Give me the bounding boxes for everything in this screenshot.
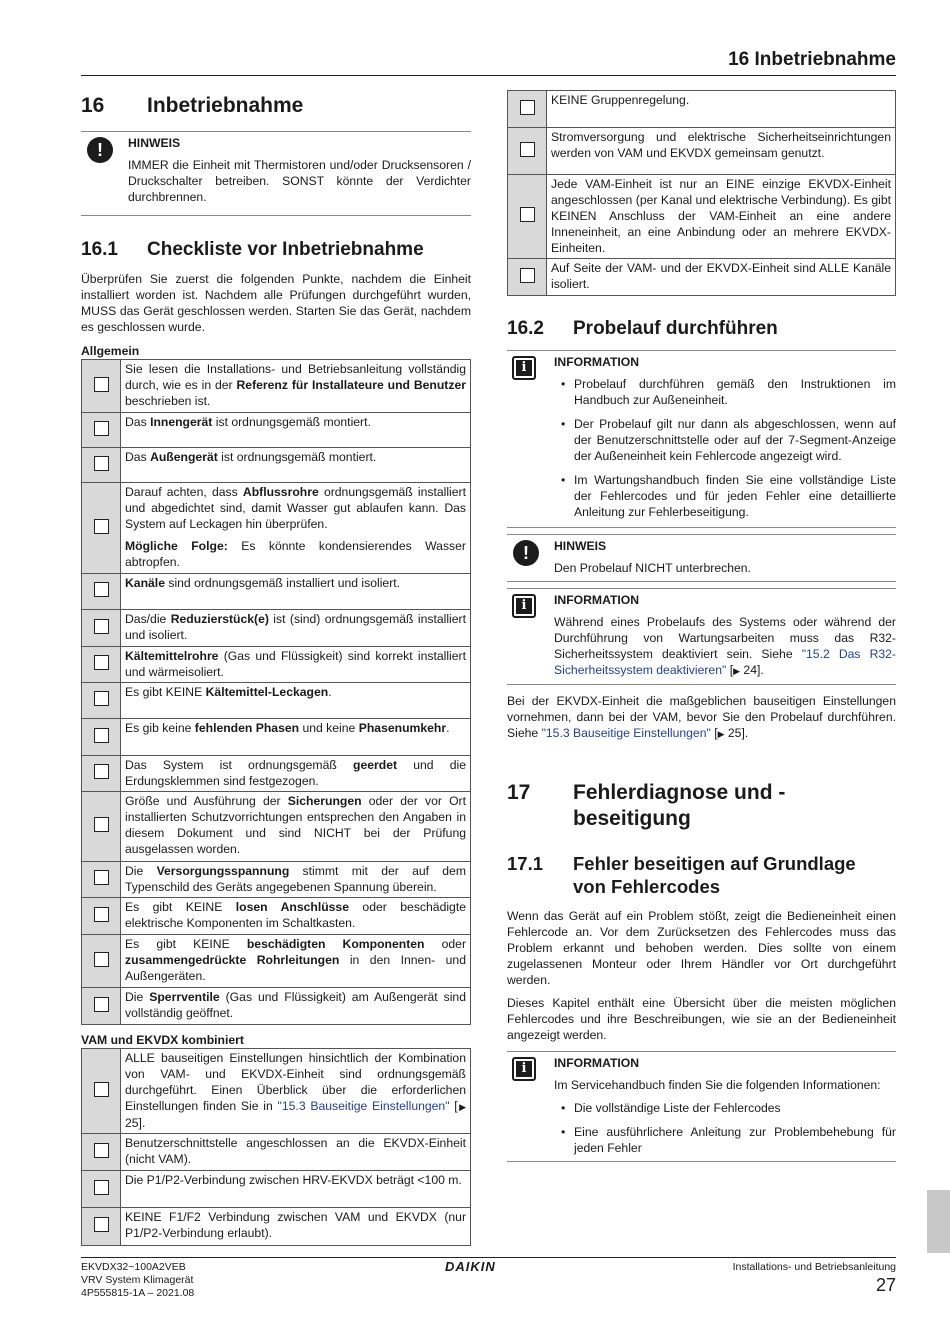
information-label: INFORMATION bbox=[554, 593, 640, 607]
footer-right bbox=[733, 1261, 896, 1296]
notice-text: Den Probelauf NICHT unterbrechen. bbox=[554, 561, 751, 575]
list-item: • Im Wartungshandbuch finden Sie eine vollständige Liste der Fehlercodes und für jeden Fehler eine detaillierte Anleitung zur Fehlerbeseitigung. bbox=[574, 472, 896, 520]
list-item: • Probelauf durchführen gemäß den Instruktionen im Handbuch zur Außeneinheit. bbox=[574, 376, 896, 408]
checklist-item-text: Darauf achten, dass Abflussrohre ordnungsgemäß installiert und abgedichtet sind, damit Wasser gut ablaufen kann. Das System auf Leckagen hin überprüfen. Mögliche Folge: Es könnte kondensierendes Wasser abtropfen. bbox=[121, 483, 471, 574]
checklist-item-text: Stromversorgung und elektrische Sicherheitseinrichtungen werden von VAM und EKVDX gemeinsam genutzt. bbox=[547, 128, 896, 175]
information-block bbox=[507, 1051, 896, 1162]
section-17-heading bbox=[507, 780, 896, 832]
checklist-row bbox=[82, 413, 471, 448]
checkbox-icon[interactable] bbox=[520, 100, 535, 115]
checklist-row bbox=[82, 1134, 471, 1171]
triangle-right-icon: ▶ bbox=[717, 729, 725, 739]
checklist-row bbox=[82, 360, 471, 413]
checklist-row bbox=[508, 259, 896, 296]
checklist-item-text: Das Innengerät ist ordnungsgemäß montiert. bbox=[121, 413, 471, 448]
checklist-item-text: Das System ist ordnungsgemäß geerdet und die Erdungsklemmen sind festgezogen. bbox=[121, 756, 471, 792]
checklist-item-text: Benutzerschnittstelle angeschlossen an die EKVDX-Einheit (nicht VAM). bbox=[121, 1134, 471, 1171]
checkbox-icon[interactable] bbox=[94, 377, 109, 392]
checklist-item-text: Auf Seite der VAM- und der EKVDX-Einheit sind ALLE Kanäle isoliert. bbox=[547, 259, 896, 296]
checklist-row bbox=[82, 483, 471, 574]
footer-product: VRV System Klimagerät bbox=[81, 1274, 194, 1286]
checklist-row bbox=[82, 610, 471, 647]
checklist-row bbox=[82, 1171, 471, 1208]
checklist-row bbox=[508, 175, 896, 259]
checklist-item-text: Kanäle sind ordnungsgemäß installiert und isoliert. bbox=[121, 574, 471, 610]
information-text: Während eines Probelaufs des Systems oder während der Durchführung von Wartungsarbeiten muss das R32-Sicherheitssystem deaktiviert sein. Siehe "15.2 Das R32-Sicherheitssystem deaktivieren" [▶ 24]. bbox=[554, 615, 896, 677]
notice-block bbox=[81, 131, 471, 216]
information-list bbox=[554, 376, 896, 520]
section-number: 17.1 bbox=[507, 853, 544, 874]
info-icon: i bbox=[512, 356, 536, 380]
list-item: • Eine ausführlichere Anleitung zur Problembehebung für jeden Fehler bbox=[574, 1124, 896, 1156]
checkbox-icon[interactable] bbox=[94, 1180, 109, 1195]
section-number: 16.1 bbox=[81, 239, 118, 260]
checklist-item-text: Größe und Ausführung der Sicherungen oder der vor Ort installierten Schutzvorrichtungen entsprechen den Angaben in diesem Dokument und sind NICHT bei der Prüfung ausgelassen worden. bbox=[121, 792, 471, 862]
checklist-item-text: Kältemittelrohre (Gas und Flüssigkeit) sind korrekt installiert und wärmeisoliert. bbox=[121, 647, 471, 683]
troubleshoot-paragraph: Wenn das Gerät auf ein Problem stößt, zeigt die Bedieneinheit einen Fehlercode an. Vor dem Zurücksetzen des Fehlercodes muss das Problem erkannt und behoben werden. Dies sollte von einem zugelassenen Monteur oder Ihrem Händler vor Ort durchgeführt werden. bbox=[507, 909, 896, 987]
probelauf-paragraph: Bei der EKVDX-Einheit die maßgeblichen bauseitigen Einstellungen vornehmen, dann bei der VAM, bevor Sie den Probelauf durchführen. Siehe "15.3 Bauseitige Einstellungen" [▶ 25]. bbox=[507, 694, 896, 740]
checkbox-icon[interactable] bbox=[94, 1082, 109, 1097]
checklist-item-text: ALLE bauseitigen Einstellungen hinsichtlich der Kombination von VAM- und EKVDX-Einheit sind ordnungsgemäß durchgeführt. Einen Überblick über die erforderlichen Einstellungen finden Sie in "15.3 Bauseitige Einstellungen" [▶ 25]. bbox=[121, 1049, 471, 1134]
checklist-row bbox=[508, 128, 896, 175]
notice-text: IMMER die Einheit mit Thermistoren und/oder Drucksensoren / Druckschalter betreiben. SONST könnte der Verdichter durchbrennen. bbox=[128, 158, 471, 204]
page-number: 27 bbox=[875, 1275, 896, 1295]
checklist-item-text: Die P1/P2-Verbindung zwischen HRV-EKVDX beträgt <100 m. bbox=[121, 1171, 471, 1208]
troubleshoot-paragraph: Dieses Kapitel enthält eine Übersicht über die meisten möglichen Fehlercodes und ihre Beschreibungen, wie sie an der Bedieneinheit angezeigt werden. bbox=[507, 996, 896, 1042]
checklist-row bbox=[82, 448, 471, 483]
checklist-item-text: Es gibt KEINE Kältemittel-Leckagen. bbox=[121, 683, 471, 719]
general-heading: Allgemein bbox=[81, 344, 140, 358]
cross-reference-link[interactable]: "15.3 Bauseitige Einstellungen" bbox=[277, 1099, 450, 1113]
checklist-item-text: Es gibt KEINE beschädigten Komponenten oder zusammengedrückte Rohrleitungen in den Innen- und Außengeräten. bbox=[121, 935, 471, 988]
cross-reference-link[interactable]: "15.2 Das R32-Sicherheitssystem deaktivieren" bbox=[554, 647, 896, 677]
checkbox-icon[interactable] bbox=[94, 655, 109, 670]
footer-doc-number: 4P555815-1A – 2021.08 bbox=[81, 1287, 195, 1299]
checkbox-icon[interactable] bbox=[94, 1217, 109, 1232]
footer-manual-title: Installations- und Betriebsanleitung bbox=[732, 1261, 896, 1273]
checklist-row bbox=[82, 647, 471, 683]
left-column bbox=[81, 88, 471, 1246]
section-title: Probelauf durchführen bbox=[573, 318, 778, 339]
section-number: 16.2 bbox=[507, 318, 544, 339]
checkbox-icon[interactable] bbox=[94, 952, 109, 967]
checkbox-icon[interactable] bbox=[94, 907, 109, 922]
information-block bbox=[507, 350, 896, 528]
footer-info bbox=[81, 1261, 194, 1300]
combined-heading: VAM und EKVDX kombiniert bbox=[81, 1033, 244, 1047]
header-rule bbox=[81, 75, 896, 76]
checklist-intro: Überprüfen Sie zuerst die folgenden Punkte, nachdem die Einheit installiert worden ist. Nachdem alle Prüfungen durchgeführt wurden, MUSS das Gerät geschlossen werden. Starten Sie das Gerät, nachdem es geschlossen wurde. bbox=[81, 272, 471, 334]
checklist-item-text: KEINE F1/F2 Verbindung zwischen VAM und EKVDX (nur P1/P2-Verbindung erlaubt). bbox=[121, 1208, 471, 1246]
section-16-heading bbox=[81, 93, 471, 119]
combined-checklist bbox=[81, 1048, 471, 1246]
checkbox-icon[interactable] bbox=[520, 207, 535, 222]
exclamation-circle-icon: ! bbox=[87, 137, 113, 163]
notice-label: HINWEIS bbox=[554, 539, 607, 553]
checkbox-icon[interactable] bbox=[94, 764, 109, 779]
checklist-row bbox=[82, 862, 471, 898]
information-label: INFORMATION bbox=[554, 1056, 640, 1070]
checklist-item-text: Jede VAM-Einheit ist nur an EINE einzige EKVDX-Einheit angeschlossen (per Kanal und elektrische Verbindung). Es gibt KEINEN Anschluss der VAM-Einheit an eine andere Inneneinheit, an eine Anbindung oder an mehrere EKVDX-Einheiten. bbox=[547, 175, 896, 259]
notice-block bbox=[507, 534, 896, 582]
checklist-item-text: Die Versorgungsspannung stimmt mit der auf dem Typenschild des Geräts angegebenen Spannung überein. bbox=[121, 862, 471, 898]
checkbox-icon[interactable] bbox=[94, 817, 109, 832]
section-title: Checkliste vor Inbetriebnahme bbox=[147, 239, 424, 260]
checklist-item-text: Es gibt KEINE losen Anschlüsse oder beschädigte elektrische Komponenten im Schaltkasten. bbox=[121, 898, 471, 935]
footer-model: EKVDX32~100A2VEB bbox=[81, 1261, 186, 1273]
section-title: Fehler beseitigen auf Grundlage von Fehlercodes bbox=[573, 853, 856, 897]
checkbox-icon[interactable] bbox=[520, 268, 535, 283]
general-checklist bbox=[81, 359, 471, 1025]
information-text: Im Servicehandbuch finden Sie die folgenden Informationen: bbox=[554, 1078, 881, 1092]
checklist-row bbox=[82, 1049, 471, 1134]
notice-label: HINWEIS bbox=[128, 136, 181, 150]
checkbox-icon[interactable] bbox=[94, 870, 109, 885]
checkbox-icon[interactable] bbox=[94, 582, 109, 597]
checklist-row bbox=[82, 935, 471, 988]
section-number: 17 bbox=[507, 781, 531, 804]
list-item: • Die vollständige Liste der Fehlercodes bbox=[574, 1100, 896, 1116]
checklist-row bbox=[82, 756, 471, 792]
info-icon: i bbox=[512, 1057, 536, 1081]
checklist-row bbox=[508, 91, 896, 128]
checklist-item-text: Das/die Reduzierstück(e) ist (sind) ordnungsgemäß installiert und isoliert. bbox=[121, 610, 471, 647]
checkbox-icon[interactable] bbox=[94, 997, 109, 1012]
exclamation-circle-icon: ! bbox=[513, 540, 539, 566]
checklist-item-text: Die Sperrventile (Gas und Flüssigkeit) am Außengerät sind vollständig geöffnet. bbox=[121, 988, 471, 1025]
checklist-row bbox=[82, 1208, 471, 1246]
info-icon: i bbox=[512, 594, 536, 618]
checklist-row bbox=[82, 792, 471, 862]
checklist-row bbox=[82, 988, 471, 1025]
checklist-item-text: Das Außengerät ist ordnungsgemäß montiert. bbox=[121, 448, 471, 483]
information-list bbox=[554, 1100, 896, 1156]
checklist-item-text: Sie lesen die Installations- und Betriebsanleitung vollständig durch, wie es in der Referenz für Installateure und Benutzer beschrieben ist. bbox=[121, 360, 471, 413]
section-16-2-heading bbox=[507, 317, 896, 340]
footer-rule bbox=[81, 1257, 896, 1258]
triangle-right-icon: ▶ bbox=[457, 1102, 467, 1112]
checklist-item-text: Es gib keine fehlenden Phasen und keine Phasenumkehr. bbox=[121, 719, 471, 756]
triangle-right-icon: ▶ bbox=[733, 666, 741, 676]
right-column bbox=[507, 90, 896, 1166]
section-16-1-heading bbox=[81, 238, 471, 261]
checkbox-icon[interactable] bbox=[94, 421, 109, 436]
page-tab-marker bbox=[927, 1190, 950, 1253]
cross-reference-link[interactable]: "15.3 Bauseitige Einstellungen" bbox=[541, 726, 711, 740]
checkbox-icon[interactable] bbox=[94, 519, 109, 534]
checklist-row bbox=[82, 574, 471, 610]
information-label: INFORMATION bbox=[554, 355, 640, 369]
list-item: • Der Probelauf gilt nur dann als abgeschlossen, wenn auf der Benutzerschnittstelle oder auf der 7-Segment-Anzeige der Außeneinheit kein Fehlercode angezeigt wird. bbox=[574, 416, 896, 464]
checkbox-icon[interactable] bbox=[94, 728, 109, 743]
checkbox-icon[interactable] bbox=[520, 142, 535, 157]
running-title: 16 Inbetriebnahme bbox=[728, 49, 896, 70]
section-number: 16 bbox=[81, 94, 105, 117]
information-block bbox=[507, 588, 896, 685]
daikin-logo: DAIKIN bbox=[445, 1259, 496, 1274]
checkbox-icon[interactable] bbox=[94, 1143, 109, 1158]
checkbox-icon[interactable] bbox=[94, 619, 109, 634]
checkbox-icon[interactable] bbox=[94, 456, 109, 471]
combined-checklist-continued bbox=[507, 90, 896, 296]
checkbox-icon[interactable] bbox=[94, 691, 109, 706]
checklist-row bbox=[82, 683, 471, 719]
checklist-item-text: KEINE Gruppenregelung. bbox=[547, 91, 896, 128]
checklist-row bbox=[82, 719, 471, 756]
section-title: Inbetriebnahme bbox=[147, 94, 304, 117]
section-17-1-heading bbox=[507, 852, 896, 898]
checklist-row bbox=[82, 898, 471, 935]
section-title: Fehlerdiagnose und - beseitigung bbox=[573, 781, 786, 830]
